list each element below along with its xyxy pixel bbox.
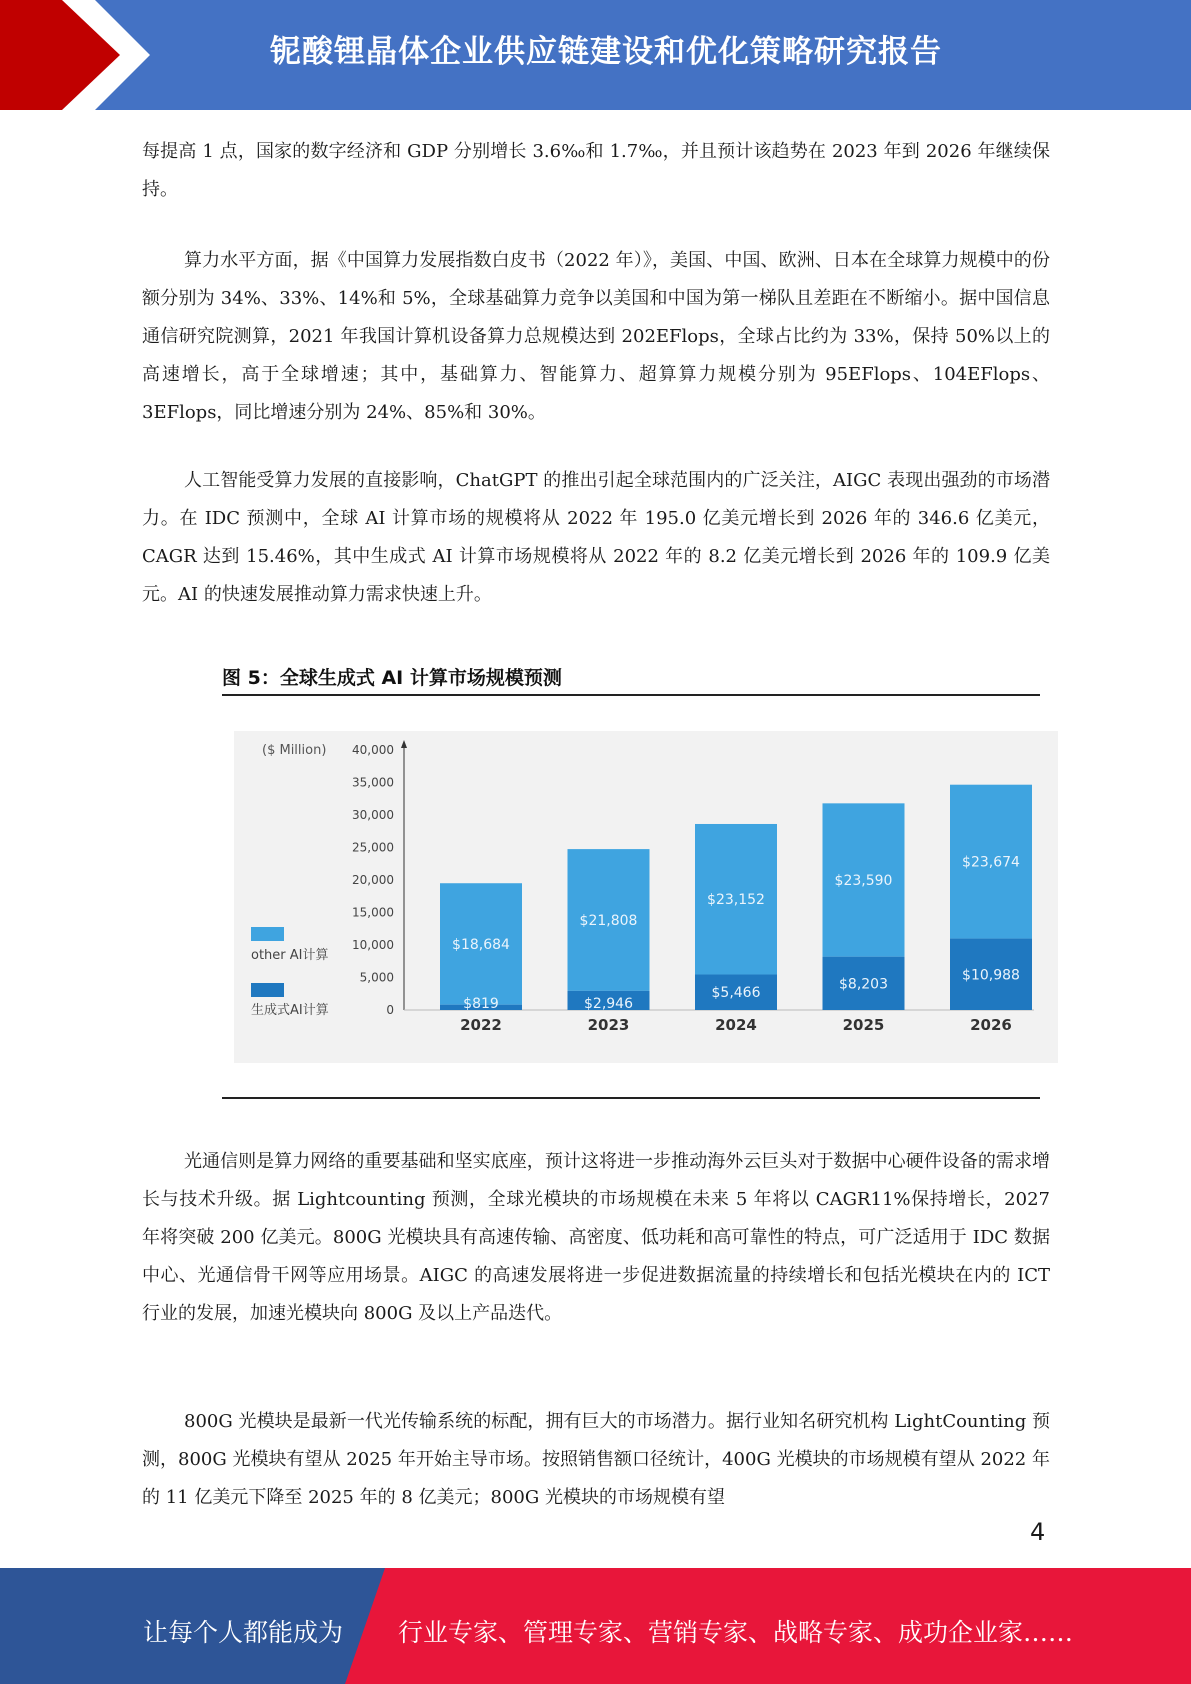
footer-slogan-right: 行业专家、管理专家、营销专家、战略专家、成功企业家……	[398, 1618, 1074, 1647]
legend-swatch-generative-ai	[251, 983, 284, 997]
data-label-other-ai: $18,684	[452, 936, 510, 953]
x-tick-label: 2026	[970, 1016, 1012, 1034]
y-tick-label: 15,000	[352, 905, 394, 920]
legend-swatch-other-ai	[251, 927, 284, 941]
data-label-other-ai: $23,590	[834, 873, 893, 890]
data-label-generative-ai: $819	[463, 996, 499, 1012]
header-bar	[0, 0, 1191, 110]
y-tick-label: 25,000	[352, 840, 394, 855]
x-tick-label: 2023	[587, 1016, 630, 1034]
paragraph-5: 800G 光模块是最新一代光传输系统的标配，拥有巨大的市场潜力。据行业知名研究机构 LightCounting 预测，800G 光模块有望从 2025 年开始主导市场。按照销售额口径统计，400G 光模块的市场规模有望从 2022 年的 11 亿美元下降至 2025 年的 8 亿美元；800G 光模块的市场规模有望	[142, 1411, 1050, 1508]
data-label-other-ai: $23,674	[962, 854, 1020, 871]
figure-title: 图 5：全球生成式 AI 计算市场规模预测	[222, 667, 562, 689]
y-axis-arrow-icon	[401, 740, 407, 748]
figure-top-rule	[222, 694, 1040, 696]
data-label-other-ai: $21,808	[579, 912, 638, 929]
legend-label-other-ai: other AI计算	[251, 948, 329, 963]
paragraph-2: 算力水平方面，据《中国算力发展指数白皮书（2022 年）》，美国、中国、欧洲、日本在全球算力规模中的份额分别为 34%、33%、14%和 5%，全球基础算力竞争以美国和中国为第一梯队且差距在不断缩小。据中国信息通信研究院测算，2021 年我国计算机设备算力总规模达到 202EFlops，全球占比约为 33%，保持 50%以上的高速增长，高于全球增速；其中，基础算力、智能算力、超算算力规模分别为 95EFlops、104EFlops、3EFlops，同比增速分别为 24%、85%和 30%。	[142, 250, 1050, 423]
x-tick-label: 2022	[460, 1016, 502, 1034]
unit-label: ($ Million)	[262, 743, 327, 758]
data-label-generative-ai: $8,203	[839, 976, 888, 993]
legend-label-generative-ai: 生成式AI计算	[251, 1003, 329, 1018]
data-label-other-ai: $23,152	[707, 892, 765, 909]
stacked-bar-chart	[234, 731, 1058, 1063]
footer-slogan-left: 让每个人都能成为	[143, 1618, 344, 1647]
y-tick-label: 30,000	[352, 808, 394, 822]
y-tick-label: 20,000	[352, 873, 394, 887]
data-label-generative-ai: $10,988	[962, 967, 1020, 984]
data-label-generative-ai: $5,466	[711, 985, 761, 1002]
y-tick-label: 0	[386, 1003, 394, 1017]
data-label-generative-ai: $2,946	[584, 996, 633, 1012]
figure-bottom-rule	[222, 1097, 1040, 1099]
chevron-arrow-icon	[0, 0, 160, 110]
report-title: 铌酸锂晶体企业供应链建设和优化策略研究报告	[270, 34, 942, 70]
paragraph-3: 人工智能受算力发展的直接影响，ChatGPT 的推出引起全球范围内的广泛关注，AIGC 表现出强劲的市场潜力。在 IDC 预测中，全球 AI 计算市场的规模将从 2022 年 195.0 亿美元增长到 2026 年的 346.6 亿美元，CAGR 达到 15.46%，其中生成式 AI 计算市场规模将从 2022 年的 8.2 亿美元增长到 2026 年的 109.9 亿美元。AI 的快速发展推动算力需求快速上升。	[142, 470, 1050, 605]
x-tick-label: 2024	[715, 1016, 757, 1034]
y-tick-label: 10,000	[352, 938, 394, 952]
y-tick-label: 40,000	[352, 743, 394, 757]
x-tick-label: 2025	[842, 1016, 885, 1034]
page-number: 4	[1030, 1518, 1046, 1546]
paragraph-4: 光通信则是算力网络的重要基础和坚实底座，预计这将进一步推动海外云巨头对于数据中心硬件设备的需求增长与技术升级。据 Lightcounting 预测，全球光模块的市场规模在未来 5 年将以 CAGR11%保持增长，2027 年将突破 200 亿美元。800G 光模块具有高速传输、高密度、低功耗和高可靠性的特点，可广泛适用于 IDC 数据中心、光通信骨干网等应用场景。AIGC 的高速发展将进一步促进数据流量的持续增长和包括光模块在内的 ICT 行业的发展，加速光模块向 800G 及以上产品迭代。	[142, 1151, 1050, 1324]
y-tick-label: 5,000	[359, 970, 394, 985]
y-tick-label: 35,000	[352, 775, 394, 790]
paragraph-1: 每提高 1 点，国家的数字经济和 GDP 分别增长 3.6‰和 1.7‰，并且预计该趋势在 2023 年到 2026 年继续保持。	[142, 141, 1050, 200]
footer-banner	[0, 1568, 1191, 1684]
